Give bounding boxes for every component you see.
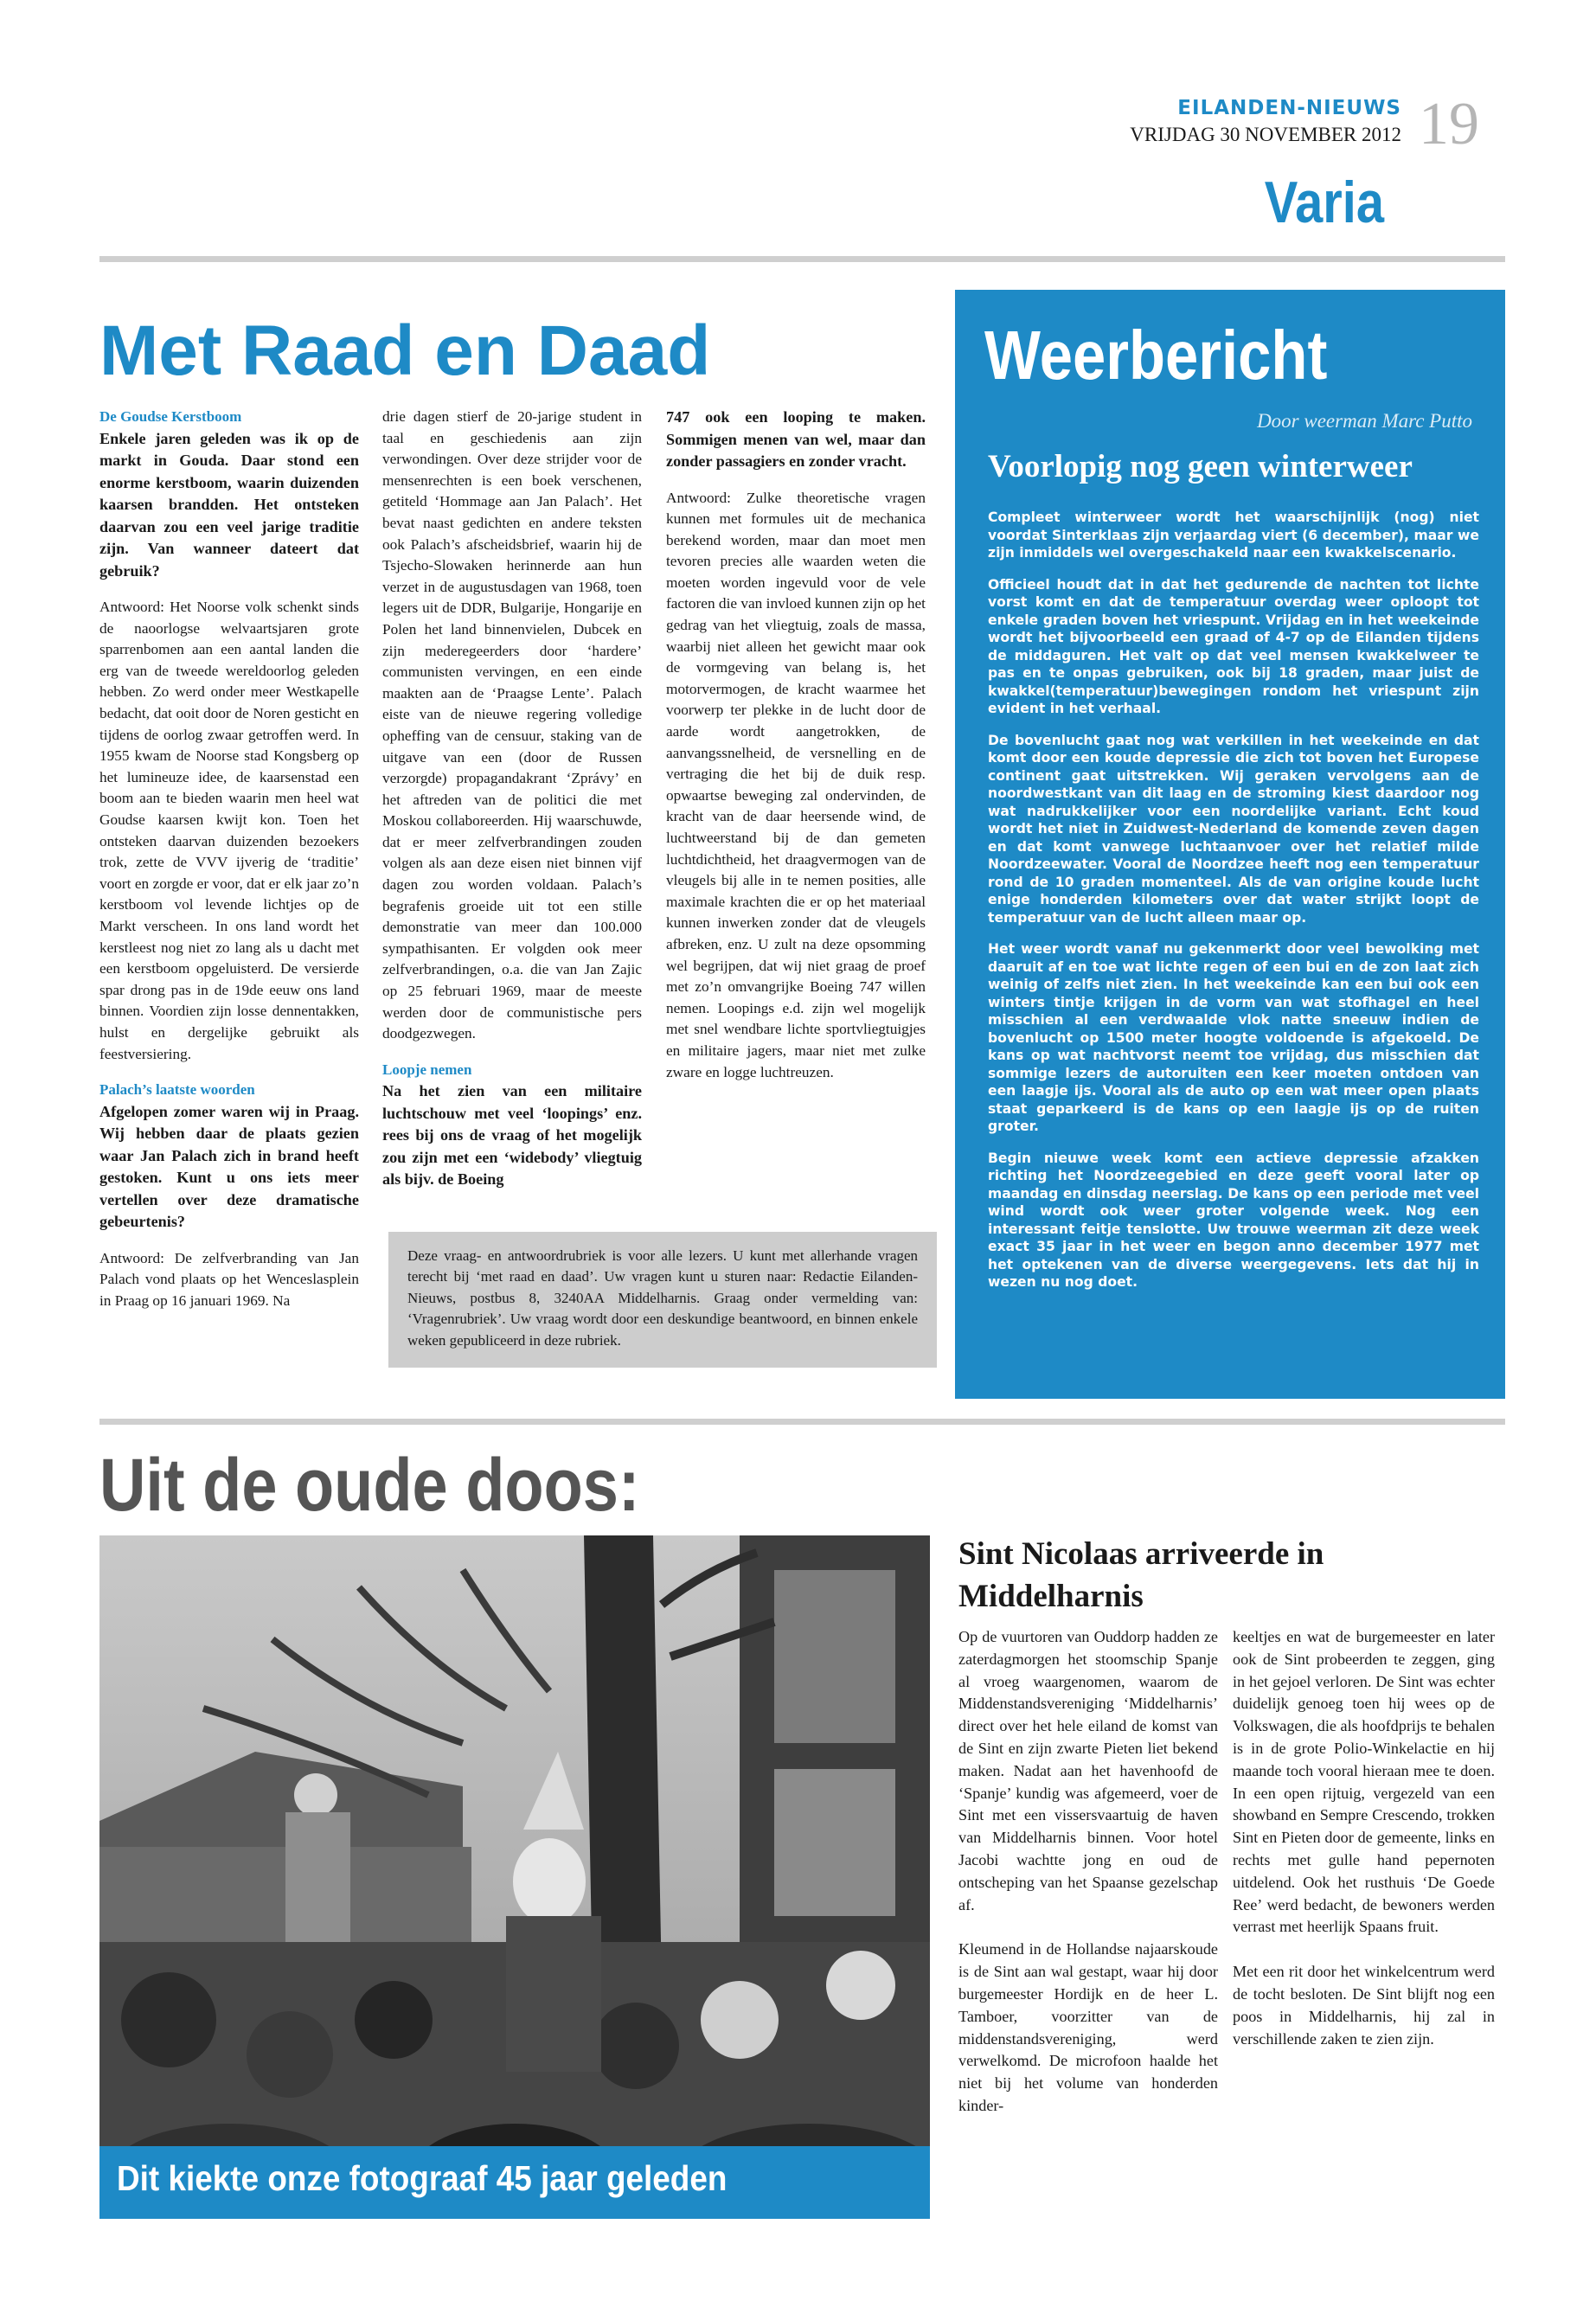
raad-column-3 [666, 407, 926, 1098]
sint-paragraph: keeltjes en wat de burgemeester en later ook de Sint probeerden te zeggen, ging in het gejoel verloren. De Sint was echter duidelijk genoeg toen hij wees op de Volkswagen, die als hoofdprijs te behalen is in de grote Polio-Winkelactie en hij maande toch vooral hieraan mee te doen. In een open rijtuig, vergezeld van een showband en Sempre Crescendo, trokken Sint en Pieten door de gemeente, links en rechts met gulle hand pepernoten uitdelend. Ook het rusthuis ‘De Goede Ree’ werd bedacht, de bewoners werden verrast met heerlijk Spaans fruit. [1233, 1628, 1495, 1936]
raad-column-1 [99, 407, 359, 1327]
question-1-heading: De Goudse Kerstboom [99, 408, 242, 425]
sint-column-2 [1233, 1626, 1495, 2073]
section-title: Varia [1264, 170, 1384, 235]
rubric-info-text: Deze vraag- en antwoordrubriek is voor alle lezers. U kunt met allerhande vragen terecht bij ‘met raad en daad’. Uw vragen kunt u sturen naar: Redactie Eilanden-Nieuws, postbus 8, 3240AA Middelharnis. Graag onder vermelding van: ‘Vragenrubriek’. Uw vraag wordt door een deskundige beantwoord, en binnen enkele weken gepubliceerd in deze rubriek. [407, 1247, 918, 1349]
weather-body [988, 509, 1479, 1305]
paper-name: EILANDEN-NIEUWS [1177, 97, 1401, 119]
photo-caption-bar [99, 2146, 930, 2219]
answer-2-continued: drie dagen stierf de 20-jarige student in taal en geschiedenis aan zijn verwondingen. Over deze strijder voor de mensenrechten is een boek verschenen, getiteld ‘Hommage aan Jan Palach’. Het bevat naast gedichten en andere teksten ook Palach’s afscheidsbrief, waarin hij de Tsjecho-Slowaken herinnerde aan hun verzet in de augustusdagen van 1968, toen legers uit de DDR, Bulgarije, Hongarije en Polen het land binnenvielen, Dubcek en zijn mederegeerders door ‘hardere’ communisten vervingen, en een einde maakten aan de ‘Praagse Lente’. Palach eiste van de nieuwe regering volledige opheffing van de censuur, staking van de uitgave van een (door de Russen verzorgde) propagandakrant ‘Zprávy’ en het aftreden van de politici die met Moskou collaboreerden. Hij waarschuwde, dat er meer zelfverbrandingen zouden volgen als aan deze eisen niet binnen vijf dagen zou worden voldaan. Palach’s begrafenis groeide uit tot een stille demonstratie van meer dan 100.000 sympathisanten. Er volgden ook meer zelfverbrandingen, o.a. die van Jan Zajic op 25 februari 1969, maar de meeste werden door de communistische pers doodgezwegen. [382, 408, 642, 1042]
question-3-start: Na het zien van een militaire luchtschouw met veel ‘loopings’ enz. rees bij ons de vraag of het mogelijk zou zijn met een ‘widebody’ vliegtuig als bijv. de Boeing [382, 1082, 642, 1189]
weather-paragraph: Compleet winterweer wordt het waarschijnlijk (nog) niet voordat Sinterklaas zijn verjaardag viert (6 december), maar we zijn inmiddels wel overgeschakeld naar een kwakkelscenario. [988, 510, 1479, 561]
oude-doos-title: Uit de oude doos: [99, 1444, 640, 1527]
answer-1: Antwoord: Het Noorse volk schenkt sinds de naoorlogse welvaartsjaren grote sparrenbomen aan een aantal landen die erg van de tweede wereldoorlog geleden hebben. Zo werd onder meer Westkapelle bedacht, dat ooit door de Noren gesticht en tijdens de oorlog zwaar getroffen werd. In 1955 kwam de Noorse stad Kongsberg op het lumineuze idee, de kaarsenstad een boom aan te bieden waarin men heel wat Goudse kaarsen kwijt kon. Toen het ontsteken daarvan duizenden bezoekers trok, zette de VVV ijverig de ‘traditie’ voort en zorgde er voor, dat er elk jaar zo’n kerstboom vol levende lichtjes op de Markt verscheen. In ons land wordt het kerstleest nog niet zo lang als u dacht met een kerstboom opgeluisterd. De versierde spar drong pas in de 19de eeuw ons land binnen. Voordien zijn losse dennentakken, hulst en dergelijke gebruikt als feestversiering. [99, 599, 359, 1062]
question-1: Enkele jaren geleden was ik op de markt in Gouda. Daar stond een enorme kerstboom, waarin duizenden kaarsen brandden. Het ontsteken daarvan zou een veel jarige traditie zijn. Van wanneer dateert dat gebruik? [99, 429, 359, 580]
issue-date: VRIJDAG 30 NOVEMBER 2012 [1130, 124, 1401, 145]
weather-paragraph: Het weer wordt vanaf nu gekenmerkt door veel bewolking met daaruit af en toe wat lichte regen of een bui en de zon laat zich weinig of zelfs niet zien. In het weekeinde kan een bui ook een winters tintje krijgen in de vorm van wat stofhagel en heel misschien al een verdwaalde vlok natte sneeuw indien de bovenlucht op 1500 meter hoogte voldoende is afgekoeld. De kans op wat nachtvorst neemt toe vrijdag, dus misschien dat sommige lezers de autoruiten een keer moeten ontdoen van een laagje ijs. Vooral als de auto op een wat meer open plaats staat geparkeerd is de kans op een laagje ijs op de ruiten groter. [988, 941, 1479, 1134]
sint-article-title: Sint Nicolaas arriveerde in Middelharnis [958, 1536, 1324, 1614]
weather-paragraph: Officieel houdt dat in dat het gedurende de nachten tot lichte vorst komt en dat de temperatuur overdag weer oploopt tot enkele graden boven het vriespunt. Vrijdag en in het weekeinde wordt het bijvoorbeeld een graad of 4-7 op de Eilanden tijdens de middaguren. Het valt op dat veel mensen kwakkelweer te pas en te onpas gebruiken, ook bij 18 graden, maar juist de kwakkel(temperatuur)bewegingen rondom het vriespunt zijn evident in het verhaal. [988, 576, 1479, 716]
weather-paragraph: De bovenlucht gaat nog wat verkillen in het weekeinde en dat komt door een koude depressie die zich tot boven het Europese continent gaat uitstrekken. Wij geraken vervolgens aan de noordwestkant van dit laag en de stroming kiest daardoor nog wat nadrukkelijker voor een noordelijke variant. Echt koud wordt het niet in Zuidwest-Nederland de komende zeven dagen en dat komt vanwege luchtaanvoer over het relatief milde Noordzeewater. Vooral de Noordzee heeft nog een temperatuur rond de 10 graden momenteel. Als de van origine koude lucht enige honderden kilometers over dat water strijkt loopt de temperatuur van de lucht alleen maar op. [988, 732, 1479, 926]
rubric-info-box [388, 1232, 937, 1368]
photo-illustration [99, 1535, 930, 2219]
photo-caption: Dit kiekte onze fotograaf 45 jaar geleden [117, 2158, 727, 2198]
weather-box [955, 290, 1505, 1399]
raad-column-2 [382, 407, 642, 1206]
sint-paragraph: Met een rit door het winkelcentrum werd de tocht besloten. De Sint blijft nog een poos in Middelharnis, hij zal in verschillende zaken te zien zijn. [1233, 1963, 1495, 2048]
weather-paragraph: Begin nieuwe week komt een actieve depressie afzakken richting het Noordzeegebied en deze geeft vooral later op maandag en dinsdag neerslag. De kans op een periode met veel wind wordt ook weer groter volgende week. Nog een interessant feitje tenslotte. Uw trouwe weerman zit deze week exact 35 jaar in het weer en begon anno december 1977 met het optekenen van de diverse weergegevens. Iets dat hij in wezen nu nog doet. [988, 1150, 1479, 1290]
question-2-heading: Palach’s laatste woorden [99, 1081, 255, 1099]
answer-2-start: Antwoord: De zelfverbranding van Jan Palach vond plaats op het Wenceslasplein in Praag op 16 januari 1969. Na [99, 1249, 359, 1309]
top-divider [99, 256, 1505, 262]
weather-headline: Voorlopig nog geen winterweer [988, 449, 1413, 484]
question-2: Afgelopen zomer waren wij in Praag. Wij hebben daar de plaats gezien waar Jan Palach zich in brand heeft gestoken. Kunt u ons iets meer vertellen over deze dramatische gebeurtenis? [99, 1102, 359, 1231]
weather-author: Door weerman Marc Putto [1257, 410, 1472, 432]
answer-3: Antwoord: Zulke theoretische vragen kunnen met formules uit de mechanica berekend worden, maar dan moet men tevoren precies alle waarden weten die moeten worden ingevuld voor de vele factoren die van invloed kunnen zijn op het gedrag van het vliegtuig, zoals de massa, waarbij niet alleen het gewicht maar ook de vormgeving van belang is, het motorvermogen, de kracht waarmee het voorwerp ter plekke in de lucht door de aarde wordt aangetrokken, de aanvangssnelheid, de versnelling en de vertraging die het bij de duik resp. opwaartse beweging zal ondervinden, de kracht van de daar heersende wind, de luchtweerstand bij de dan gemeten luchtdichtheid, het draagvermogen van de vleugels bij alle in te nemen posities, alle maximale krachten die er op het materiaal kunnen inwerken zonder dat de vleugels afbreken, enz. U zult na deze opsomming wel begrijpen, dat wij niet graag de proef met zo’n omvangrijke Boeing 747 willen nemen. Loopings e.d. zijn wel mogelijk met snel wendbare lichte sportvliegtuigjes en militaire jagers, maar niet met zulke zware en logge luchtreuzen. [666, 489, 926, 1080]
sint-column-1 [958, 1626, 1218, 2140]
raad-title: Met Raad en Daad [99, 311, 711, 390]
page-number: 19 [1419, 91, 1479, 157]
question-3-continued: 747 ook een looping te maken. Sommigen menen van wel, maar dan zonder passagiers en zonder vracht. [666, 408, 926, 470]
question-3-heading: Loopje nemen [382, 1061, 472, 1078]
middle-divider [99, 1419, 1505, 1425]
historic-photo [99, 1535, 930, 2219]
sint-paragraph: Kleumend in de Hollandse najaarskoude is de Sint aan wal gestapt, waar hij door burgemeester Hordijk en de heer L. Tamboer, voorzitter van de middenstandsvereniging, werd verwelkomd. De microfoon haalde het niet bij het volume van honderden kinder- [958, 1940, 1218, 2114]
sint-paragraph: Op de vuurtoren van Ouddorp hadden ze zaterdagmorgen het stoomschip Spanje al vroeg waargenomen, waarom de Middenstandsvereniging ‘Middelharnis’ direct over het hele eiland de komst van de Sint en zijn zwarte Pieten liet bekend maken. Nadat aan het havenhoofd de ‘Spanje’ kundig was afgemeerd, voer de Sint met een vissersvaartuig de haven van Middelharnis binnen. Voor hotel Jacobi wachtte jong en oud de ontscheping van het Spaanse gezelschap af. [958, 1628, 1218, 1913]
weather-title: Weerbericht [984, 317, 1328, 394]
